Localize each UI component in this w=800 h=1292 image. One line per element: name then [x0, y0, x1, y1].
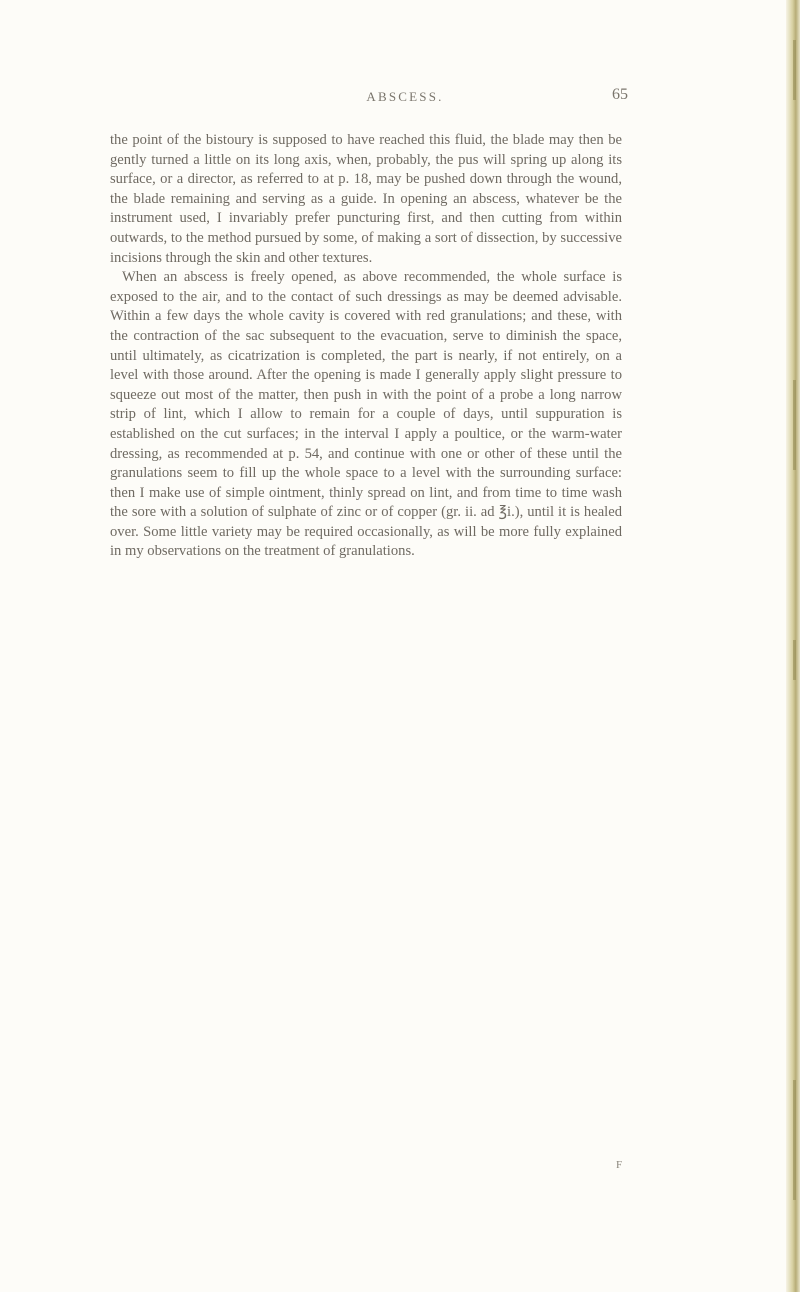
- running-title: ABSCESS.: [366, 89, 444, 104]
- signature-mark: F: [616, 1159, 623, 1171]
- body-text: [110, 131, 622, 562]
- paragraph-2: When an abscess is freely opened, as above recommended, the whole surface is exposed to the air, and to the contact of such dressings as may be deemed advisable. Within a few days the whole cavity is covered with red granulations; and these, with the contraction of the sac subsequent to the evacuation, serve to diminish the space, until ultimately, as cicatrization is completed, the part is nearly, if not entirely, on a level with those around. After the opening is made I generally apply slight pressure to squeeze out most of the matter, then push in with the point of a probe a long narrow strip of lint, which I allow to remain for a couple of days, until suppuration is established on the cut surfaces; in the interval I apply a poultice, or the warm-water dressing, as recommended at p. 54, and continue with one or other of these until the granulations seem to fill up the whole space to a level with the surrounding surface: then I make use of simple ointment, thinly spread on lint, and from time to time wash the sore with a solution of sulphate of zinc or of copper (gr. ii. ad ℥i.), until it is healed over. Some little variety may be required occasionally, as will be more fully explained in my observations on the treatment of granulations.: [110, 269, 622, 560]
- paragraph-1: the point of the bistoury is supposed to have reached this fluid, the blade may then be gently turned a little on its long axis, when, probably, the pus will spring up along its surface, or a director, as referred to at p. 18, may be pushed down through the wound, the blade remaining and serving as a guide. In opening an abscess, whatever be the instrument used, I invariably prefer puncturing first, and then cutting from within outwards, to the method pursued by some, of making a sort of dissection, by successive incisions through the skin and other textures.: [110, 132, 622, 266]
- page-number: 65: [612, 86, 628, 103]
- running-head: [0, 86, 800, 109]
- page-edge-shadow: [786, 0, 800, 1292]
